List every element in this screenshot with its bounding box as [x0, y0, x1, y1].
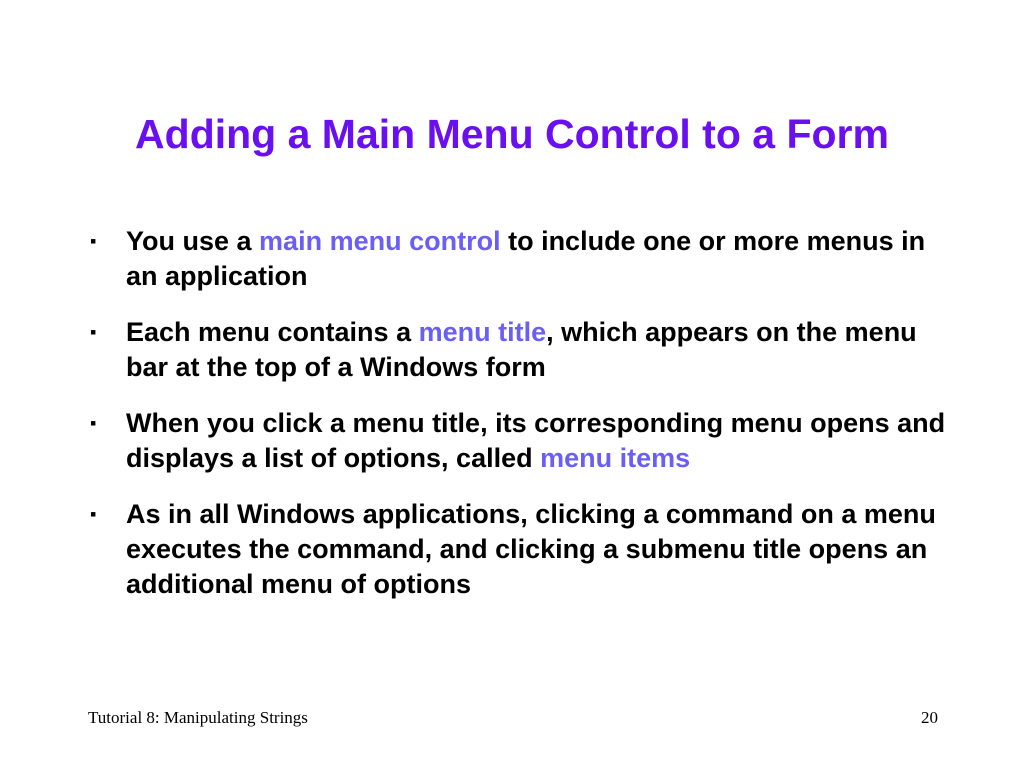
footer-title: Tutorial 8: Manipulating Strings	[88, 708, 308, 727]
bullet-highlight-term: menu title	[418, 317, 547, 347]
bullet-text: When you click a menu title, its corresponding menu opens and displays a list of options, called	[126, 408, 946, 473]
square-bullet-icon: ▪	[90, 504, 97, 524]
bullet-highlight-term: menu items	[540, 443, 691, 473]
square-bullet-icon: ▪	[90, 322, 97, 342]
bullet-item	[88, 497, 948, 602]
bullet-text: , which appears on the menu bar at the top of a Windows form	[126, 317, 917, 382]
bullet-item	[88, 315, 948, 385]
page-number: 20	[921, 708, 938, 727]
bullet-text: You use a	[126, 226, 260, 256]
bullet-item	[88, 406, 948, 476]
bullet-item	[88, 224, 948, 294]
square-bullet-icon: ▪	[90, 413, 97, 433]
bullet-text: to include one or more menus in an application	[126, 226, 926, 291]
bullet-list	[88, 224, 948, 623]
bullet-highlight-term: main menu control	[259, 226, 501, 256]
square-bullet-icon: ▪	[90, 231, 97, 251]
bullet-text: Each menu contains a	[126, 317, 419, 347]
bullet-text: As in all Windows applications, clicking a command on a menu executes the command, and clicking a submenu title opens an additional menu of options	[126, 499, 936, 599]
slide-title: Adding a Main Menu Control to a Form	[135, 111, 889, 157]
